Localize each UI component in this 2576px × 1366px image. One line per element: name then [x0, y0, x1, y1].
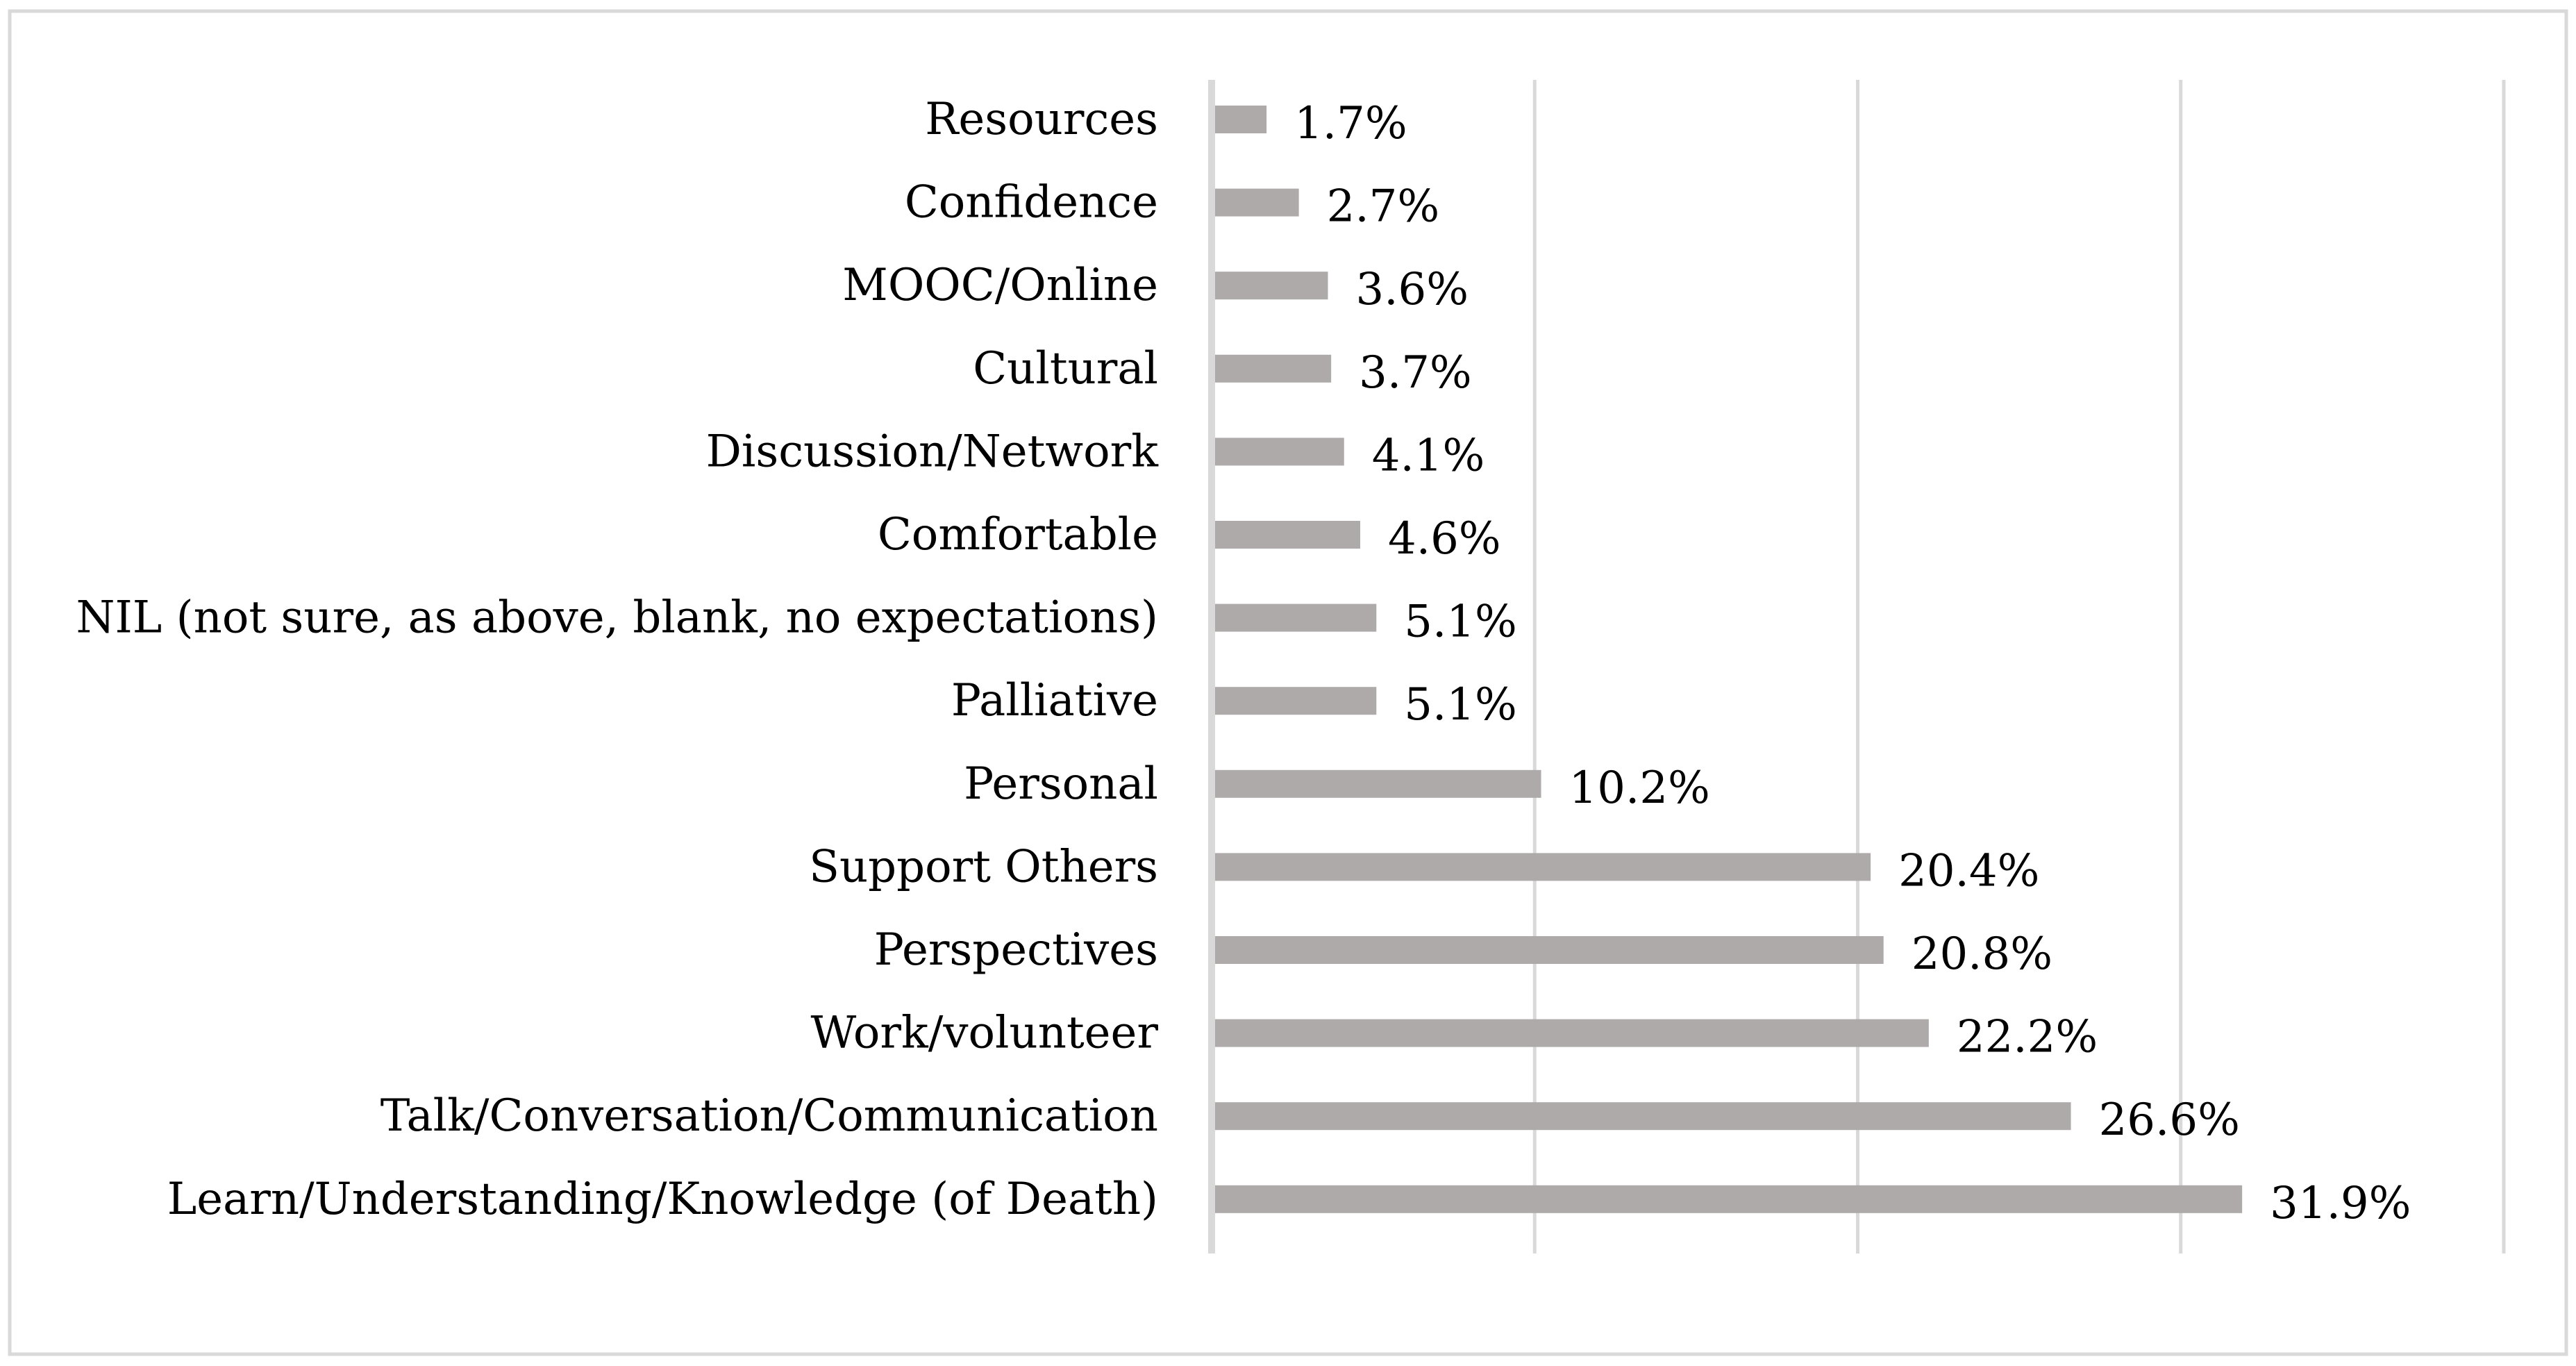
data-label: 2.7%: [1326, 181, 1440, 233]
bar: [1212, 438, 1344, 465]
data-label: 4.6%: [1388, 513, 1501, 565]
category-label: Discussion/Network: [705, 426, 1158, 478]
category-label: Palliative: [951, 675, 1158, 727]
data-label: 10.2%: [1569, 762, 1710, 814]
data-label: 31.9%: [2270, 1177, 2411, 1229]
bar: [1212, 355, 1331, 383]
bar: [1212, 853, 1871, 881]
data-label: 5.1%: [1404, 596, 1517, 648]
bar: [1212, 521, 1360, 549]
data-label: 5.1%: [1404, 679, 1517, 731]
bar: [1212, 936, 1884, 964]
category-label: Resources: [925, 94, 1158, 145]
data-label: 3.7%: [1359, 347, 1472, 399]
category-label: Support Others: [809, 841, 1158, 893]
data-label: 3.6%: [1355, 264, 1469, 316]
category-label: NIL (not sure, as above, blank, no expectations): [76, 592, 1158, 644]
category-label: Learn/Understanding/Knowledge (of Death): [167, 1173, 1158, 1225]
data-label: 20.8%: [1911, 928, 2053, 980]
bar: [1212, 106, 1266, 133]
bar: [1212, 1019, 1929, 1047]
data-label: 22.2%: [1956, 1011, 2098, 1063]
bar: [1212, 687, 1376, 715]
category-label: Talk/Conversation/Communication: [380, 1090, 1158, 1142]
data-label: 26.6%: [2098, 1094, 2240, 1147]
bar: [1212, 770, 1541, 798]
bar: [1212, 1185, 2242, 1213]
bar: [1212, 272, 1328, 299]
data-label: 1.7%: [1294, 98, 1407, 149]
category-label: Confidence: [904, 176, 1158, 228]
category-label: Perspectives: [873, 924, 1158, 976]
category-label: Cultural: [973, 342, 1158, 394]
bar: [1212, 604, 1376, 632]
bar: [1212, 189, 1299, 217]
category-label: Comfortable: [877, 509, 1158, 560]
category-label: MOOC/Online: [842, 260, 1158, 312]
category-label: Work/volunteer: [810, 1007, 1158, 1059]
data-label: 4.1%: [1371, 430, 1485, 482]
data-label: 20.4%: [1898, 845, 2040, 897]
category-label: Personal: [964, 758, 1158, 810]
bar: [1212, 1102, 2071, 1130]
